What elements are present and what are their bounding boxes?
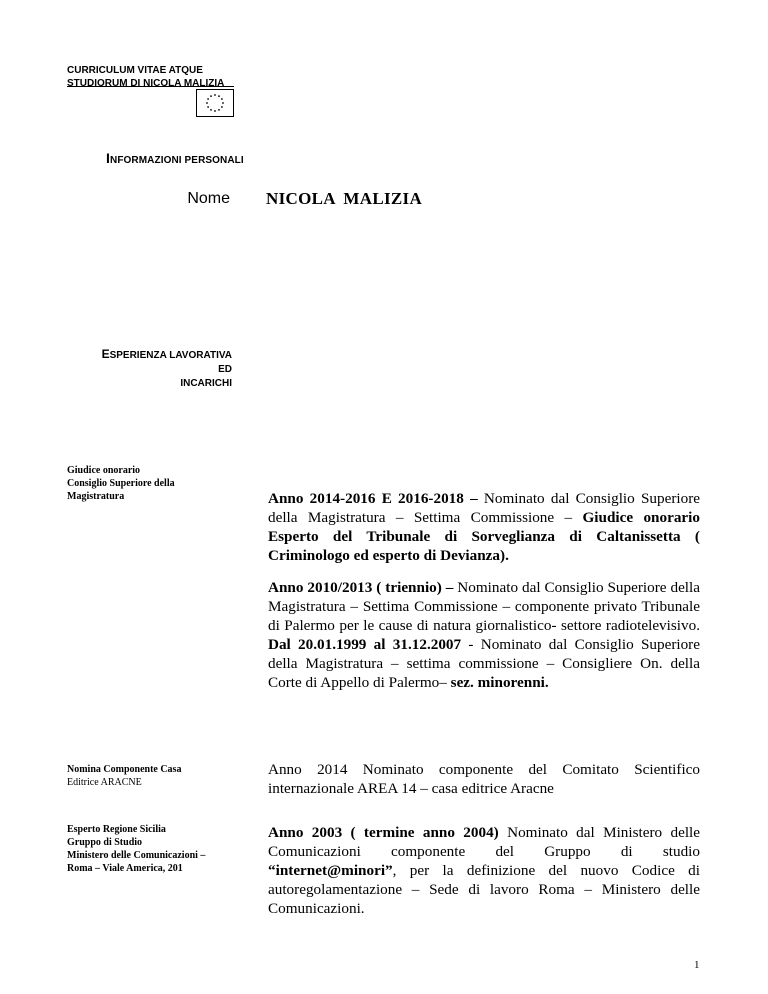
- nome-value: NICOLA MALIZIA: [266, 189, 423, 208]
- entry-text: , per la definizione del nuovo Codice di autoregolamentazione – Sede di lavoro Roma – Ministero delle Comunicazioni.: [268, 862, 700, 917]
- heading-rest: SPERIENZA LAVORATIVA ED: [109, 350, 232, 375]
- sidebar-line: Gruppo di Studio: [67, 837, 143, 848]
- entry-comitato-scientifico: [268, 760, 700, 798]
- sidebar-label-esperto: [67, 823, 237, 875]
- section-heading-experience: [90, 347, 232, 391]
- entry-bold: “internet@minori”: [268, 862, 393, 879]
- entry-text: Nominato dal Ministero delle Comunicazioni componente del Gruppo di studio: [268, 824, 701, 860]
- sidebar-line: Editrice ARACNE: [67, 777, 142, 788]
- sidebar-line: Magistratura: [67, 491, 125, 502]
- entry-text: Nominato dal Consiglio Superiore della Magistratura – Settima Commissione – componente privato Tribunale di Palermo per le cause di natura giornalistico- settore radiotelevisivo.: [268, 579, 700, 634]
- eu-flag-icon: [196, 89, 234, 117]
- header-rule: [67, 86, 234, 87]
- entry-lead: Anno 2010/2013 ( triennio) –: [268, 579, 454, 596]
- sidebar-line: Esperto Regione Sicilia: [67, 824, 166, 835]
- sidebar-line: Consiglio Superiore della: [67, 478, 175, 489]
- entry-giudice-sorveglianza: [268, 489, 700, 565]
- heading-line-2: INCARICHI: [180, 378, 232, 389]
- sidebar-label-giudice: [67, 464, 237, 503]
- sidebar-line: Ministero delle Comunicazioni –: [67, 850, 206, 861]
- entry-ministero-comunicazioni: [268, 823, 700, 918]
- sidebar-line: Nomina Componente Casa: [67, 764, 182, 775]
- heading-rest: NFORMAZIONI PERSONALI: [110, 155, 244, 166]
- entry-text: Anno 2014 Nominato componente del Comitato Scientifico internazionale AREA 14 – casa editrice Aracne: [268, 761, 700, 797]
- entry-bold: sez. minorenni.: [450, 674, 549, 691]
- entry-lead: Anno 2014-2016 E 2016-2018 –: [268, 490, 478, 507]
- entry-tribunale-palermo: [268, 578, 700, 692]
- entry-bold: Dal 20.01.1999 al 31.12.2007: [268, 636, 462, 653]
- sidebar-label-nomina: [67, 763, 237, 789]
- entry-lead: Anno 2003 ( termine anno 2004): [268, 824, 499, 841]
- sidebar-line: Roma – Viale America, 201: [67, 863, 183, 874]
- section-heading-personal: [106, 150, 244, 166]
- heading-initial: I: [106, 150, 110, 166]
- entry-text: Nominato dal Consiglio Superiore della Magistratura – Settima Commissione –: [268, 490, 700, 526]
- entry-bold: Giudice onorario Esperto del Tribunale di Sorveglianza di Caltanissetta ( Criminologo ed esperto di Devianza).: [268, 509, 700, 564]
- header-line-2: STUDIORUM DI NICOLA MALIZIA: [67, 78, 225, 89]
- sidebar-line: Giudice onorario: [67, 465, 141, 476]
- heading-initial: E: [101, 347, 110, 361]
- nome-label: Nome: [187, 190, 230, 207]
- entry-text: - Nominato dal Consiglio Superiore della Magistratura – settima commissione – Consigliere On. della Corte di Appello di Palermo–: [268, 636, 700, 691]
- header-line-1: CURRICULUM VITAE ATQUE: [67, 65, 203, 76]
- page-number: 1: [694, 959, 700, 971]
